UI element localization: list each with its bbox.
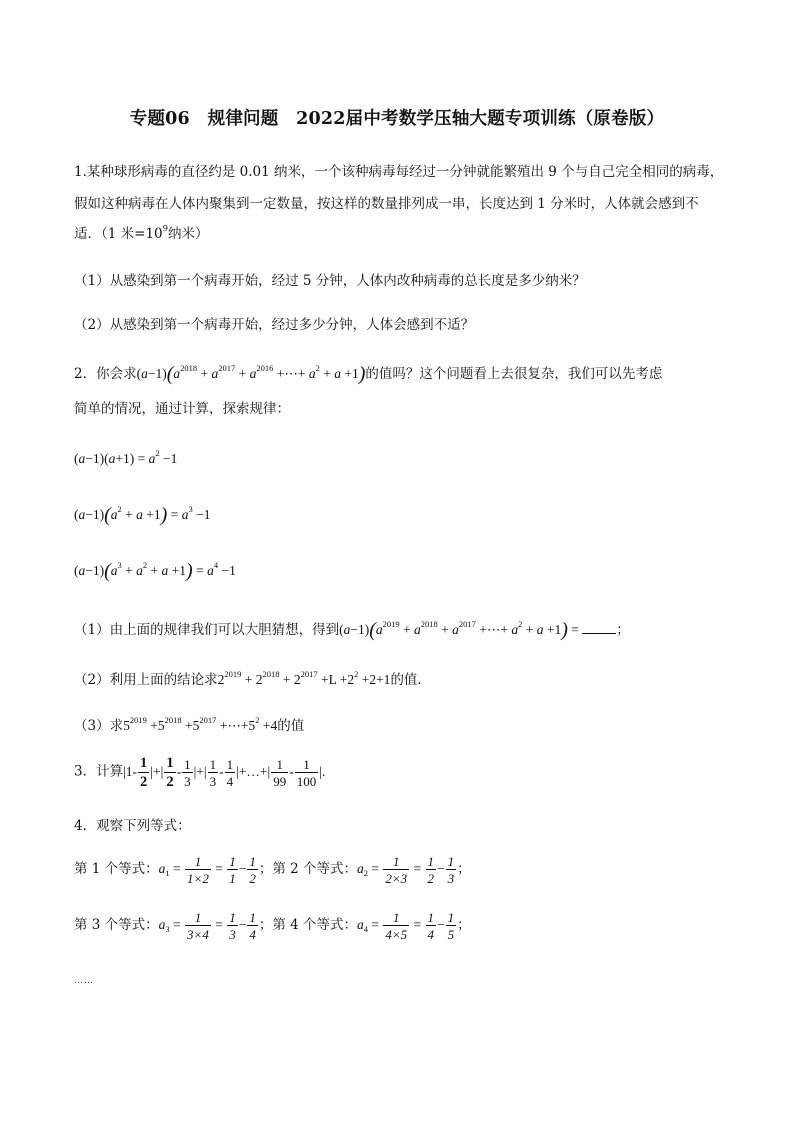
q2-sub3-expression: $5^{2019} +5^{2018} +5^{2017}$ $+\cdots+5^2 +4$ [123, 715, 278, 733]
q1-exponent: 9 [162, 224, 169, 234]
q2-intro-pre: 2．你会求 [74, 366, 137, 382]
q4-equations-row-1 [74, 855, 471, 885]
answer-blank [582, 621, 616, 634]
q2-sub2-expression: $2^{2019} + 2^{2018} + 2^{2017} +L +2^2 +2+1$ [217, 669, 391, 687]
q2-line-2: 简单的情况，通过计算，探索规律： [74, 401, 290, 417]
q4-eq2-label: ；第 2 个等式： [258, 861, 357, 878]
q1-line-1: 1.某种球形病毒的直径约是 0.01 纳米，一个该种病毒每经过一分钟就能繁殖出 9 个与自己完全相同的病毒， [74, 164, 724, 180]
q4-eq3-expression: $a_3$ = $\frac{1}{3\times 4}$ = $\frac{1}{3}$ − $\frac{1}{4}$ [158, 910, 256, 942]
q4-eq1-label: 第 1 个等式： [74, 861, 159, 878]
q2-example-3: $(a-1)(a^3 + a^2 + a +1) = a^4 -1$ [74, 560, 236, 582]
q1-line-3 [74, 222, 209, 242]
q2-sub-question-1: （1）由上面的规律我们可以大胆猜想，得到$(a-1)(a^{2019} + a^{2018} + a^{2017}$ +⋯+ $a^2 + a +1$) = ； [74, 619, 630, 641]
q1-sub-question-2: （2）从感染到第一个病毒开始，经过多少分钟，人体会感到不适？ [74, 317, 475, 333]
q4-equations-row-2 [74, 911, 471, 941]
q3-ellipsis: +…+ [238, 763, 268, 779]
q2-sub-question-2 [74, 668, 431, 688]
q2-sub2-suffix: 的值． [390, 672, 431, 688]
q3-expression: |1- $\frac{1}{2}$ |+| $\frac{1}{2}$ - $\frac{1}{3}$ |+| $\frac{1}{3}$ - $\frac{1}{4}$ |+…+| $\frac{1}{99}$ - $\frac{1}{100}$ |. [123, 755, 326, 790]
q4-eq2-expression: $a_2$ = $\frac{1}{2\times 3}$ = $\frac{1}{2}$ − $\frac{1}{3}$ [357, 854, 455, 886]
q4-eq3-label: 第 3 个等式： [74, 917, 159, 934]
q2-example-2: $(a-1)(a^2 + a +1) = a^3 -1$ [74, 504, 211, 526]
q2-sub3-suffix: 的值 [277, 718, 305, 734]
q2-sub1-expression: $(a-1)(a^{2019} + a^{2018} + a^{2017}$ +⋯+ $a^2 + a +1$) = [339, 619, 583, 641]
q2-sub3-text: （3）求 [74, 718, 124, 734]
q2-main-expression: $(a-1)(a^{2018} + a^{2017} + a^{2016}$ +⋯+ $a^2 + a +1$) [136, 363, 366, 385]
q4-intro: 4．观察下列等式： [74, 818, 191, 834]
q4-eq4-label: ；第 4 个等式： [258, 917, 357, 934]
q2-sub1-text: （1）由上面的规律我们可以大胆猜想，得到 [74, 622, 340, 638]
q4-eq1-expression: $a_1$ = $\frac{1}{1\times 2}$ = $\frac{1}{1}$ − $\frac{1}{2}$ [158, 854, 256, 886]
q2-example-1: $(a-1)(a+1) = a^2 -1$ [74, 448, 178, 466]
q1-sub-question-1: （1）从感染到第一个病毒开始，经过 5 分钟，人体内改种病毒的总长度是多少纳米？ [74, 273, 586, 289]
q1-line-3-pre: 适．（1 米=10 [74, 226, 163, 242]
q1-line-2: 假如这种病毒在人体内聚集到一定数量，按这样的数量排列成一串，长度达到 1 分米时，人体就会感到不 [74, 196, 699, 212]
page-title: 专题06 规律问题 2022届中考数学压轴大题专项训练（原卷版） [129, 109, 665, 129]
q2-sub-question-3 [74, 714, 304, 734]
q4-row1-end: ； [457, 861, 471, 878]
q1-line-3-post: 纳米） [168, 226, 209, 242]
q4-eq4-expression: $a_4$ = $\frac{1}{4\times 5}$ = $\frac{1}{4}$ − $\frac{1}{5}$ [357, 910, 455, 942]
q3-line [74, 756, 325, 789]
q2-intro-post: 的值吗？这个问题看上去很复杂，我们可以先考虑 [365, 366, 663, 382]
continuation-ellipsis: …… [74, 976, 94, 986]
q2-sub2-text: （2）利用上面的结论求 [74, 672, 218, 688]
q3-text: 3．计算 [74, 763, 124, 780]
q4-row2-end: ； [457, 917, 471, 934]
q2-intro [74, 362, 663, 385]
